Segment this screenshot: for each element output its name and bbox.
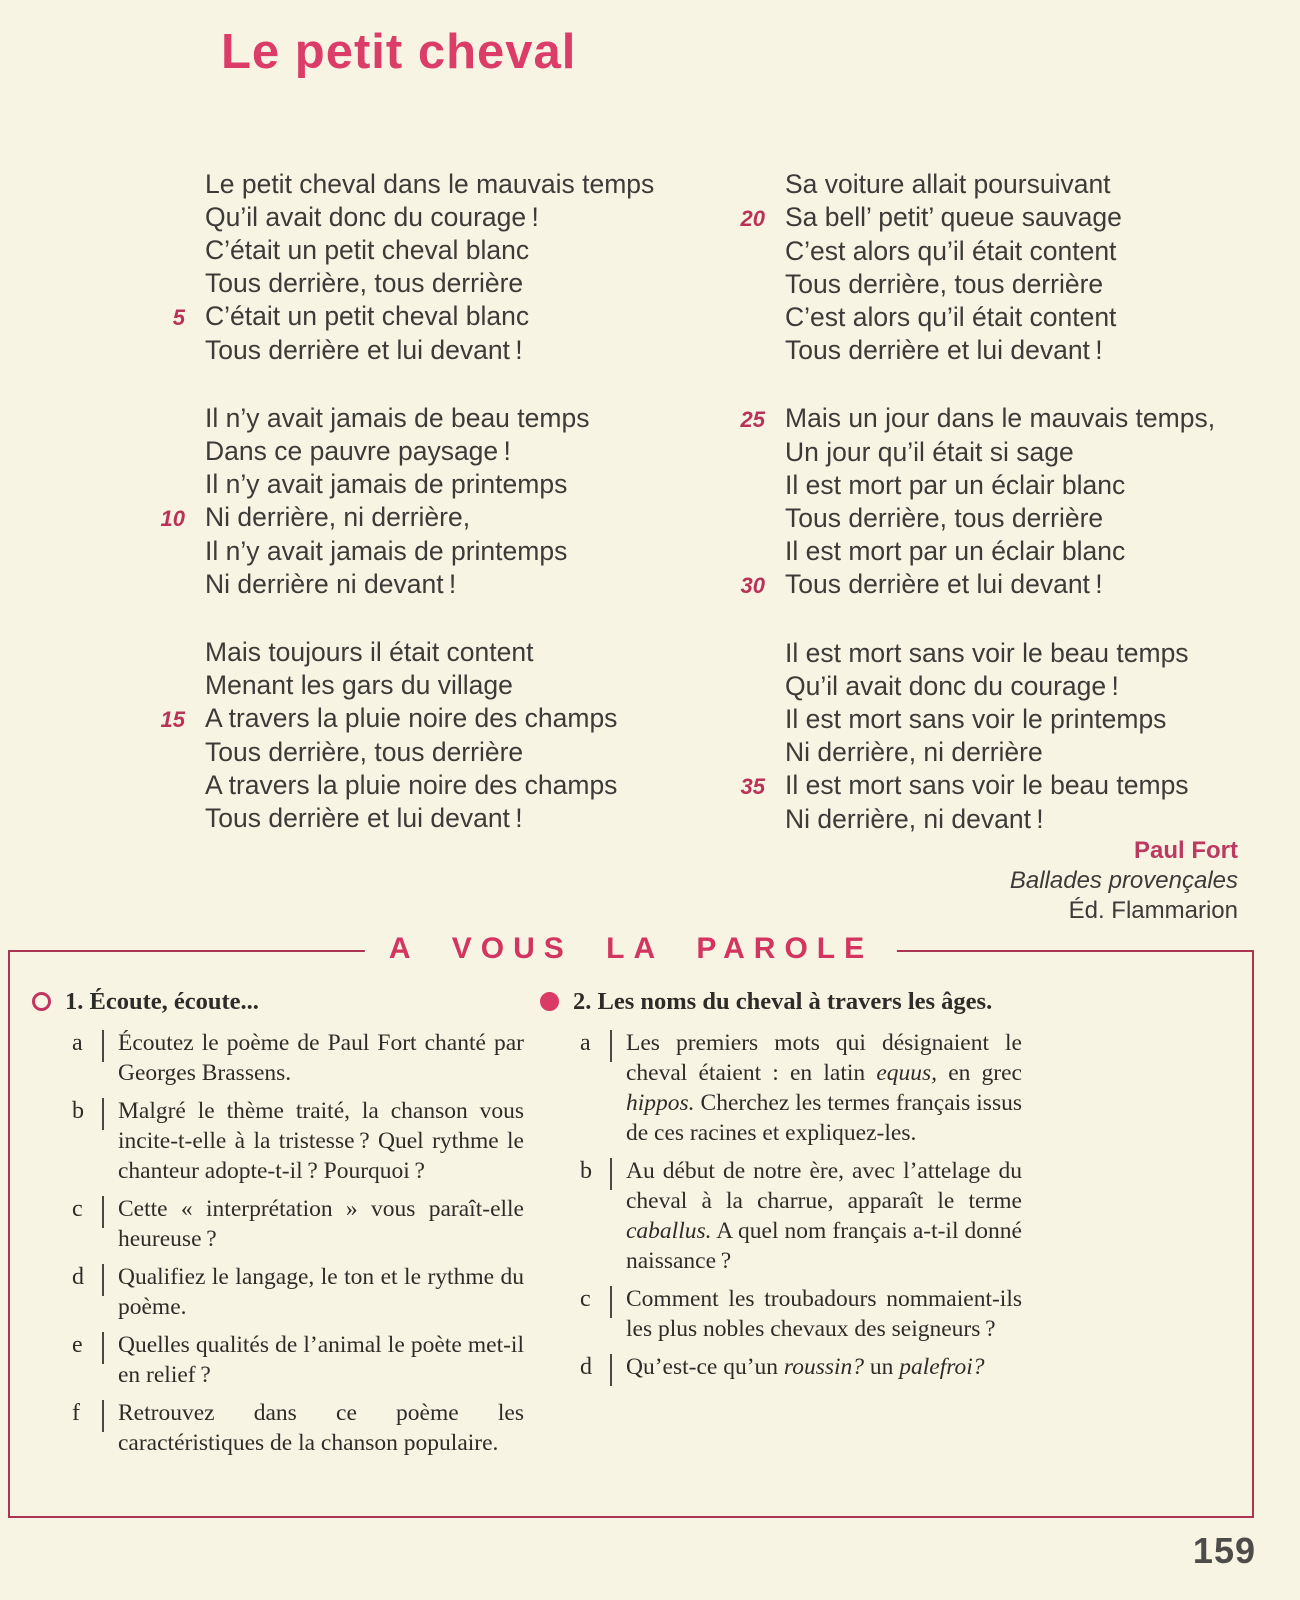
poem-line-text: Il n’y avait jamais de beau temps [205,403,590,433]
item-letter: a [72,1030,83,1056]
item-text-segment: Écoutez le poème de Paul Fort chanté par Georges Brassens. [118,1030,524,1086]
item-text-italic-segment: roussin? [783,1354,865,1380]
item-letter: b [580,1158,592,1184]
poem-line [735,235,1300,268]
poem-line [735,201,1300,235]
poem-line-text: Il est mort par un éclair blanc [785,536,1126,566]
poem-line [735,334,1300,367]
attribution-publisher: Éd. Flammarion [1068,897,1238,924]
item-text-segment: Cette « interprétation » vous paraît-elle heureuse ? [118,1196,524,1252]
poem-line-number: 25 [740,407,765,432]
poem-line [155,636,730,669]
poem-line [155,402,730,435]
item-text-segment: Au début de notre ère, avec l’attelage du cheval à la charrue, apparaît le terme [626,1158,1022,1214]
poem-line-text: Il n’y avait jamais de printemps [205,536,568,566]
poem-stanza [735,637,1300,836]
poem-line-number: 30 [740,573,765,598]
poem-line-text: Un jour qu’il était si sage [785,437,1074,467]
poem-line [155,769,730,802]
poem-line [155,334,730,367]
item-letter: d [580,1354,592,1380]
item-text-segment: un [864,1354,900,1380]
attribution [1010,836,1238,926]
item-text [626,1284,1022,1344]
poem-line [735,535,1300,568]
poem-stanza [155,636,730,835]
poem-line [735,670,1300,703]
exercise-item [580,1156,1022,1276]
exercise-2 [540,986,1022,1394]
poem-line-text: Tous derrière, tous derrière [785,269,1104,299]
exercise-item [72,1398,524,1458]
item-letter: e [72,1332,83,1358]
poem-line-text: Sa bell’ petit’ queue sauvage [785,202,1122,232]
item-text-segment: Quelles qualités de l’animal le poète met-il en relief ? [118,1332,524,1388]
item-divider [610,1158,612,1190]
item-text-italic-segment: palefroi? [899,1354,985,1380]
item-divider [102,1264,104,1296]
poem-line-number: 15 [160,707,185,732]
item-text-segment: A quel nom français a-t-il donné naissance ? [626,1218,1022,1274]
item-text [118,1096,524,1186]
item-text-segment: Malgré le thème traité, la chanson vous incite-t-elle à la tristesse ? Quel rythme le chanteur adopte-t-il ? Pourquoi ? [118,1098,524,1184]
poem-line-text: Il est mort par un éclair blanc [785,470,1126,500]
item-text-italic-segment: equus, [876,1060,938,1086]
poem-line-number: 10 [160,506,185,531]
exercise-item [72,1194,524,1254]
poem-line [735,736,1300,769]
poem-line [155,501,730,535]
item-letter: c [72,1196,83,1222]
poem-line-text: Mais un jour dans le mauvais temps, [785,403,1216,433]
exercise-box [8,932,1254,1518]
item-letter: f [72,1400,80,1426]
poem-line [735,803,1300,836]
poem-line-text: Dans ce pauvre paysage ! [205,436,511,466]
item-divider [610,1030,612,1062]
attribution-work-title: Ballades provençales [1009,867,1238,894]
item-text-segment: Comment les troubadours nommaient-ils les plus nobles chevaux des seigneurs ? [626,1286,1022,1342]
poem-line [155,435,730,468]
item-text [118,1028,524,1088]
exercise-items [580,1028,1022,1386]
exercise-item [72,1096,524,1186]
item-text [118,1262,524,1322]
item-text [118,1194,524,1254]
exercise-item [580,1352,1022,1386]
exercise-title: 1. Écoute, écoute... [65,988,259,1015]
item-text-italic-segment: caballus. [626,1218,712,1244]
item-divider [102,1400,104,1432]
poem-line-text: Il est mort sans voir le beau temps [785,638,1189,668]
poem-stanza [155,168,730,367]
poem-stanza [155,402,730,601]
poem-line [155,267,730,300]
poem-line [735,301,1300,334]
poem-line-number: 35 [740,774,765,799]
item-divider [102,1098,104,1130]
exercise-title: 2. Les noms du cheval à travers les âges. [573,988,993,1015]
poem-line-text: Tous derrière, tous derrière [785,503,1104,533]
poem-line [155,568,730,601]
poem-stanza [735,168,1300,367]
poem-line [735,168,1300,201]
item-text-segment: Qu’est-ce qu’un [626,1354,784,1380]
poem-line-text: Il n’y avait jamais de printemps [205,469,568,499]
poem-stanza [735,402,1300,602]
exercise-title-row [540,986,1022,1017]
item-divider [102,1030,104,1062]
poem-line [735,637,1300,670]
item-text-segment: Retrouvez dans ce poème les caractéristiques de la chanson populaire. [118,1400,524,1456]
item-text [626,1352,1022,1382]
item-text [626,1028,1022,1148]
poem-line [155,702,730,736]
poem-line [155,201,730,234]
item-text-segment: Les premiers mots qui désignaient le cheval étaient : en latin [626,1030,1022,1086]
attribution-author: Paul Fort [1133,837,1238,864]
exercise-item [580,1028,1022,1148]
poem-line-text: Ni derrière, ni devant ! [785,804,1044,834]
poem-line-text: A travers la pluie noire des champs [205,703,618,733]
poem-line-text: Le petit cheval dans le mauvais temps [205,169,655,199]
item-text-segment: Qualifiez le langage, le ton et le rythme du poème. [118,1264,524,1320]
item-text [626,1156,1022,1276]
poem-line-text: Tous derrière, tous derrière [205,268,524,298]
open-circle-bullet-icon [32,992,51,1011]
poem-line [155,669,730,702]
poem-line-text: A travers la pluie noire des champs [205,770,618,800]
poem-line-text: C’était un petit cheval blanc [205,301,530,331]
poem-line-text: Tous derrière et lui devant ! [205,803,523,833]
poem-line [155,802,730,835]
poem-line-text: Mais toujours il était content [205,637,534,667]
poem-line-text: Menant les gars du village [205,670,513,700]
poem-line [735,502,1300,535]
poem-line [155,736,730,769]
poem-line-text: Ni derrière ni devant ! [205,569,457,599]
poem-column-right [735,168,1300,871]
exercise-item [580,1284,1022,1344]
item-divider [610,1286,612,1318]
poem-line-text: Tous derrière et lui devant ! [205,335,523,365]
poem-line-text: Tous derrière et lui devant ! [785,569,1103,599]
poem-line [155,468,730,501]
section-heading: A VOUS LA PAROLE [365,932,897,966]
item-divider [102,1332,104,1364]
poem-line-text: C’était un petit cheval blanc [205,235,530,265]
item-text [118,1330,524,1390]
poem-line [155,234,730,267]
poem-line [735,568,1300,602]
item-letter: d [72,1264,84,1290]
poem-line-number: 5 [172,305,185,330]
poem-line-text: Tous derrière et lui devant ! [785,335,1103,365]
poem-line-number: 20 [740,206,765,231]
page-title: Le petit cheval [221,25,577,79]
exercise-title-row [32,986,524,1017]
poem-line-text: Sa voiture allait poursuivant [785,169,1111,199]
poem-line-text: C’est alors qu’il était content [785,236,1117,266]
filled-circle-bullet-icon [540,992,559,1011]
item-letter: a [580,1030,591,1056]
poem-line [735,402,1300,436]
poem-line [155,300,730,334]
item-text [118,1398,524,1458]
poem-line [735,436,1300,469]
poem-line-text: Il est mort sans voir le beau temps [785,770,1189,800]
item-text-italic-segment: hippos. [626,1090,695,1116]
exercise-1 [32,986,524,1466]
item-text-segment: Cherchez les termes français issus de ces racines et expliquez-les. [626,1090,1022,1146]
item-text-segment: en grec [937,1060,1022,1086]
item-divider [102,1196,104,1228]
exercise-item [72,1330,524,1390]
poem-line [735,469,1300,502]
poem-line-text: C’est alors qu’il était content [785,302,1117,332]
exercise-item [72,1028,524,1088]
poem-line [735,769,1300,803]
poem-line-text: Tous derrière, tous derrière [205,737,524,767]
poem-line-text: Qu’il avait donc du courage ! [205,202,539,232]
exercise-item [72,1262,524,1322]
exercise-items [72,1028,524,1458]
poem-line-text: Ni derrière, ni derrière [785,737,1043,767]
page-number: 159 [1192,1530,1256,1571]
item-letter: b [72,1098,84,1124]
poem-line [735,703,1300,736]
item-divider [610,1354,612,1386]
poem-column-left [155,168,730,870]
poem-line-text: Qu’il avait donc du courage ! [785,671,1119,701]
item-letter: c [580,1286,591,1312]
poem-line [155,168,730,201]
poem-line-text: Ni derrière, ni derrière, [205,502,471,532]
poem-line [155,535,730,568]
poem-line-text: Il est mort sans voir le printemps [785,704,1167,734]
poem-line [735,268,1300,301]
